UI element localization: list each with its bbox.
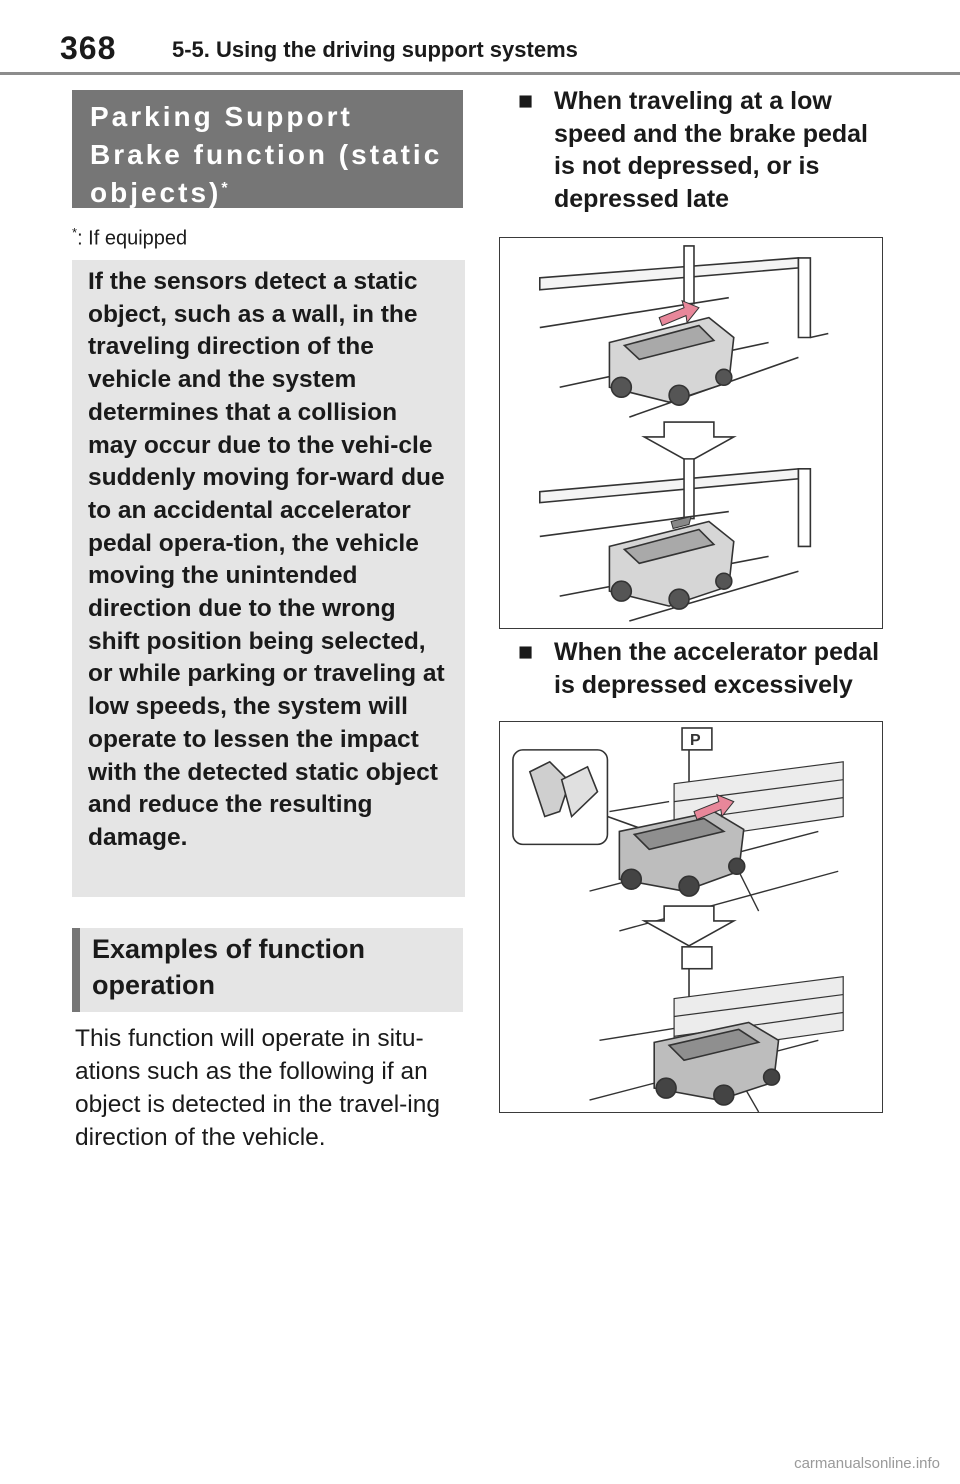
case-heading-brake [518,85,888,215]
illustration-wall-collision [499,237,883,629]
illustration-accelerator-parking [499,721,883,1113]
intro-text: If the sensors detect a static object, such as a wall, in the traveling direction of the vehicle and the system determines that a collision may occur due to the vehi-cle suddenly moving for-ward due to an accidental accelerator pedal opera-tion, the vehicle moving the unintended direction due to the wrong shift position being selected, or while parking or traveling at low speeds, the system will operate to lessen the impact with the detected static object and reduce the resulting damage. [88,268,445,851]
page-number: 368 [60,30,117,66]
case-heading-text: When traveling at a low speed and the brake pedal is not depressed, or is depressed late [554,87,868,213]
main-heading [72,90,463,208]
header-divider [0,72,960,75]
main-heading-text: Parking Support Brake function (static objects) [90,101,443,208]
square-bullet-icon: ■ [518,638,534,666]
case-heading-accelerator [518,636,888,701]
footnote-text: : If equipped [77,227,188,250]
sub-heading: Examples of function operation [72,928,463,1012]
footnote [72,225,187,251]
case-heading-text: When the accelerator pedal is depressed excessively [554,638,880,699]
body-paragraph: This function will operate in situ-ations such as the following if an object is detected in the travel-ing direction of the vehicle. [75,1025,440,1151]
section-title: 5-5. Using the driving support systems [172,37,578,62]
main-heading-asterisk: * [221,180,228,197]
square-bullet-icon: ■ [518,87,534,115]
watermark: carmanualsonline.info [794,1455,940,1472]
parking-sign-letter: P [690,731,701,749]
intro-box [72,260,465,897]
footnote-asterisk: * [72,225,78,240]
accelerator-parking-drawing [500,722,882,1112]
wall-collision-drawing [500,238,882,628]
